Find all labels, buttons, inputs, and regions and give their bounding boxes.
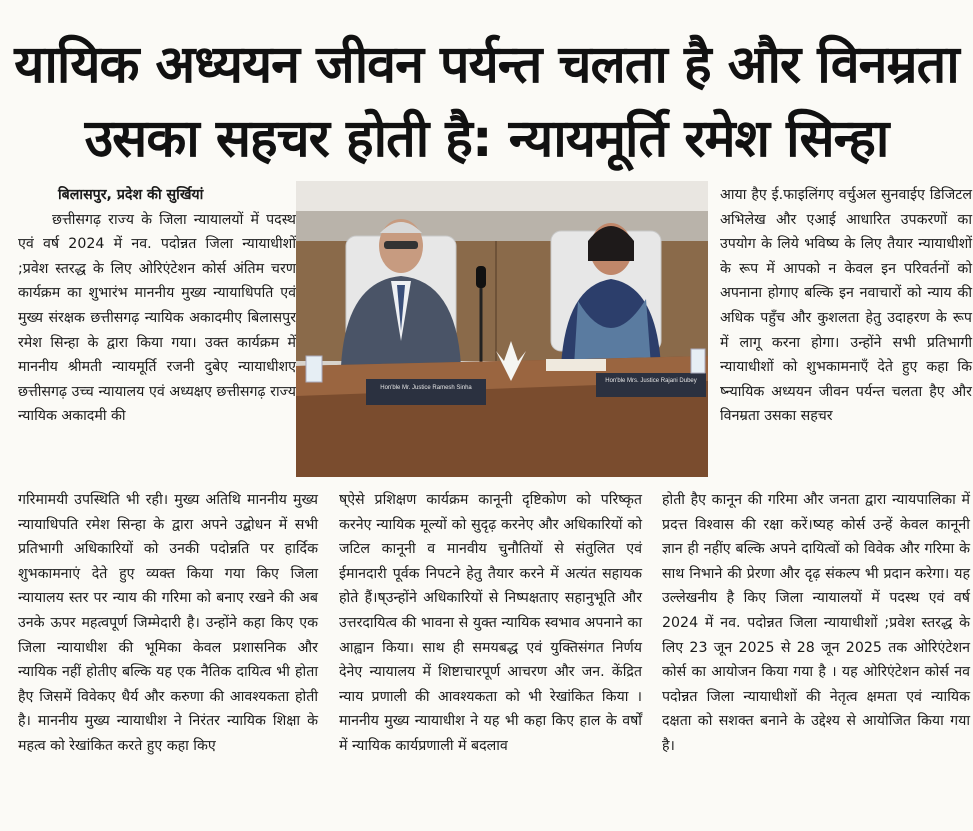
article-column-3-bottom [662, 488, 970, 759]
headline-line-2: उसका सहचर होती है: न्यायमूर्ति रमेश सिन्हा [84, 109, 889, 169]
article-text-col2: ष्ऐसे प्रशिक्षण कार्यक्रम कानूनी दृष्टिकोण को परिष्कृत करनेए न्यायिक मूल्यों को सुदृढ़ करनेए और अधिकारियों को जटिल कानूनी व मानवीय चुनौतियों से संतुलित एवं ईमानदारी पूर्वक निपटने हेतु तैयार करने में अत्यंत सहायक होते हैं।ष्उन्होंने अधिकारियों से निष्पक्षताए सहानुभूति और उत्तरदायित्व की भावना से युक्त न्यायिक स्वभाव अपनाने का आह्वान किया। साथ ही समयबद्ध एवं युक्तिसंगत निर्णय देनेए न्यायालय में शिष्टाचारपूर्ण आचरण और जन. केंद्रित न्याय प्रणाली की आवश्यकता को भी रेखांकित किया । माननीय मुख्य न्यायाधीश ने यह भी कहा किए हाल के वर्षों में न्यायिक कार्यप्रणाली में बदलाव [339, 492, 642, 754]
article-column-1-bottom [18, 488, 318, 759]
byline: बिलासपुर, प्रदेश की सुर्खियां [58, 187, 204, 203]
article-text-col3-top: आया हैए ई.फाइलिंगए वर्चुअल सुनवाईए डिजिटल अभिलेख और एआई आधारित उपकरणों का उपयोग के लिये भविष्य के लिए तैयार न्यायाधीशों के रूप में आपको न केवल इन परिवर्तनों को अपनाना होगाए बल्कि इन नवाचारों को न्याय की अधिक पहुँच और कुशलता हेतु उदाहरण के रूप में लागू करना होगा। उन्होंने सभी प्रतिभागी न्यायाधीशों को शुभकामनाएँ देते हुए कहा कि ष्न्यायिक अध्ययन जीवन पर्यन्त चलता हैए और विनम्रता उसका सहचर [720, 187, 972, 425]
article-column-3-top [720, 183, 972, 429]
headline-line-1: यायिक अध्ययन जीवन पर्यन्त चलता है और विनम्रता [14, 35, 959, 95]
news-photo [296, 181, 708, 477]
article-column-1-top [18, 183, 296, 429]
article-text-col1-top: छत्तीसगढ़ राज्य के जिला न्यायालयों में पदस्थ एवं वर्ष 2024 में नव. पदोन्नत जिला न्यायाधीशों ;प्रवेश स्तरद्ध के लिए ओरिएंटेशन कोर्स अंतिम चरण कार्यक्रम का शुभारंभ माननीय मुख्य न्यायाधिपति एवं मुख्य संरक्षक छत्तीसगढ़ न्यायिक अकादमीए बिलासपुर रमेश सिन्हा के द्वारा किया गया। उक्त कार्यक्रम में माननीय श्रीमती न्यायमूर्ति रजनी दुबेए न्यायाधीशए छत्तीसगढ़ उच्च न्यायालय एवं अध्यक्षए छत्तीसगढ़ राज्य न्यायिक अकादमी की [18, 211, 296, 425]
article-column-2 [339, 488, 642, 759]
nameplate-left: Hon'ble Mr. Justice Ramesh Sinha [380, 385, 472, 391]
photo-illustration [296, 181, 708, 477]
article-text-col3-bottom: होती हैए कानून की गरिमा और जनता द्वारा न्यायपालिका में प्रदत्त विश्वास की रक्षा करें।ष्यह कोर्स उन्हें केवल कानूनी ज्ञान ही नहींए बल्कि अपने दायित्वों को विवेक और गरिमा के साथ निभाने की प्रेरणा और दृढ़ संकल्प भी प्रदान करेगा। यह उल्लेखनीय है किए जिला न्यायालयों में पदस्थ एवं वर्ष 2024 में नव. पदोन्नत जिला न्यायाधीशों ;प्रवेश स्तरद्ध के लिए 23 जून 2025 से 28 जून 2025 तक ओरिएंटेशन कोर्स का आयोजन किया गया है । यह ओरिएंटेशन कोर्स नव पदोन्नत जिला न्यायाधीशों की नेतृत्व क्षमता एवं न्यायिक दक्षता को सशक्त बनाने के उद्देश्य से आयोजित किया गया है। [662, 492, 970, 754]
nameplate-right: Hon'ble Mrs. Justice Rajani Dubey [605, 378, 697, 384]
article-text-col1-bottom: गरिमामयी उपस्थिति भी रही। मुख्य अतिथि माननीय मुख्य न्यायाधिपति रमेश सिन्हा के द्वारा अपने उद्बोधन में सभी प्रतिभागी अधिकारियों को उनकी पदोन्नति पर हार्दिक शुभकामनाएं देते हुए व्यक्त किया गया किए जिला न्यायालय स्तर पर न्याय की गरिमा को बनाए रखने की अब उनके ऊपर महत्वपूर्ण जिम्मेदारी है। उन्होंने कहा किए एक जिला न्यायाधीश की भूमिका केवल प्रशासनिक और न्यायिक नहीं होतीए बल्कि यह एक नैतिक दायित्व भी होता हैए जिसमें विवेकए धैर्य और करुणा की आवश्यकता होती है। माननीय मुख्य न्यायाधीश ने निरंतर न्यायिक शिक्षा के महत्व को रेखांकित करते हुए कहा किए [18, 492, 318, 754]
